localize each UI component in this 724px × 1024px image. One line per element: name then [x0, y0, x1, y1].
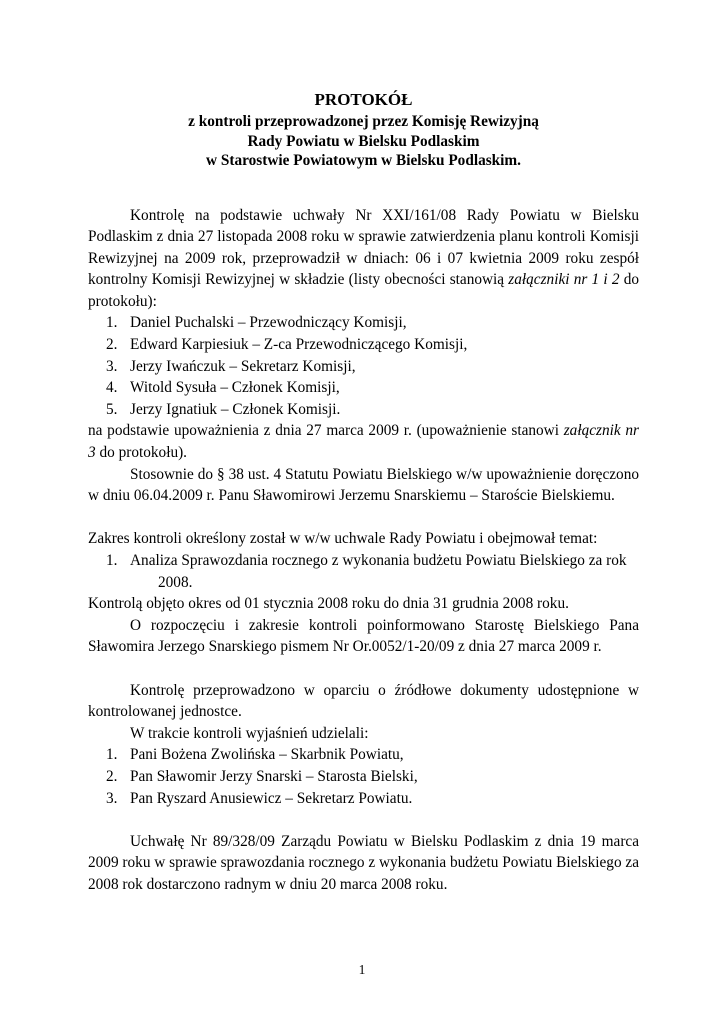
- list-text: Jerzy Ignatiuk – Członek Komisji.: [130, 400, 341, 418]
- list-item: [88, 766, 639, 788]
- sources-paragraph: Kontrolę przeprowadzono w oparciu o źródłowe dokumenty udostępnione w kontrolowanej jednostce.: [88, 681, 639, 721]
- authorization-text: na podstawie upoważnienia z dnia 27 marca 2009 r. (upoważnienie stanowi: [88, 422, 564, 440]
- title-block: [88, 88, 639, 171]
- list-item: [88, 550, 639, 593]
- list-text: Daniel Puchalski – Przewodniczący Komisji,: [130, 314, 407, 332]
- intro-attachment-ref: załączniki nr 1 i 2: [508, 271, 620, 289]
- list-number: 3.: [106, 789, 118, 807]
- list-text: Witold Sysuła – Członek Komisji,: [130, 379, 340, 397]
- list-number: 3.: [106, 357, 118, 375]
- list-number: 5.: [106, 400, 118, 418]
- statute-paragraph: Stosownie do § 38 ust. 4 Statutu Powiatu Bielskiego w/w upoważnienie doręczono w dniu 06.04.2009 r. Panu Sławomirowi Jerzemu Snarskiemu – Staroście Bielskiemu.: [88, 465, 639, 505]
- intro-text: Kontrolę na podstawie uchwały Nr XXI/161/08 Rady Powiatu w Bielsku Podlaskim z dnia 27 listopada 2008 roku w sprawie zatwierdzenia planu kontroli Komisji Rewizyjnej na 2009 rok, przeprowadził w dniach: 06 i 07 kwietnia 2009 roku zespół kontrolny Komisji Rewizyjnej w składzie (listy obecności stanowią: [88, 206, 639, 289]
- list-number: 2.: [106, 336, 118, 354]
- list-item: [88, 334, 639, 356]
- list-text: Pan Ryszard Anusiewicz – Sekretarz Powiatu.: [130, 789, 413, 807]
- authorization-paragraph: [88, 420, 639, 463]
- list-text: Edward Karpiesiuk – Z-ca Przewodniczącego Komisji,: [130, 336, 468, 354]
- explanations-intro: W trakcie kontroli wyjaśnień udzielali:: [130, 724, 369, 742]
- spacer: [88, 809, 639, 831]
- scope-intro-paragraph: Zakres kontroli określony został w w/w uchwale Rady Powiatu i obejmował temat:: [88, 530, 598, 548]
- list-item: [88, 744, 639, 766]
- list-number: 1.: [106, 314, 118, 332]
- members-list: [88, 312, 639, 420]
- scope-list: [88, 550, 639, 593]
- notification-paragraph: O rozpoczęciu i zakresie kontroli poinformowano Starostę Bielskiego Pana Sławomira Jerzego Snarskiego pismem Nr Or.0052/1-20/09 z dnia 27 marca 2009 r.: [88, 616, 639, 656]
- list-number: 1.: [106, 552, 118, 569]
- list-text: Pan Sławomir Jerzy Snarski – Starosta Bielski,: [130, 767, 418, 785]
- list-item: [88, 788, 639, 810]
- list-text: Analiza Sprawozdania rocznego z wykonania budżetu Powiatu Bielskiego za rok 2008.: [130, 552, 627, 591]
- spacer: [88, 658, 639, 680]
- list-number: 1.: [106, 746, 118, 764]
- list-item: [88, 312, 639, 334]
- list-item: [88, 399, 639, 421]
- explainers-list: [88, 744, 639, 809]
- intro-paragraph: [88, 205, 639, 313]
- authorization-text-end: do protokołu).: [95, 444, 188, 462]
- list-item: [88, 356, 639, 378]
- title-line-3: w Starostwie Powiatowym w Bielsku Podlaskim.: [205, 152, 521, 169]
- spacer: [88, 507, 639, 529]
- list-text: Jerzy Iwańczuk – Sekretarz Komisji,: [130, 357, 356, 375]
- list-text: Pani Bożena Zwolińska – Skarbnik Powiatu,: [130, 746, 404, 764]
- intro-text-end: do protokołu):: [88, 271, 639, 310]
- list-number: 4.: [106, 379, 118, 397]
- document-title: PROTOKÓŁ: [314, 90, 413, 109]
- list-number: 2.: [106, 767, 118, 785]
- period-paragraph: Kontrolą objęto okres od 01 stycznia 2008 roku do dnia 31 grudnia 2008 roku.: [88, 595, 569, 613]
- title-line-1: z kontroli przeprowadzonej przez Komisję Rewizyjną: [188, 113, 539, 130]
- page-number: 1: [358, 962, 366, 977]
- list-item: [88, 377, 639, 399]
- resolution-paragraph: Uchwałę Nr 89/328/09 Zarządu Powiatu w Bielsku Podlaskim z dnia 19 marca 2009 roku w sprawie sprawozdania rocznego z wykonania budżetu Powiatu Bielskiego za 2008 rok dostarczono radnym w dniu 20 marca 2008 roku.: [88, 832, 639, 893]
- authorization-attachment-ref: załącznik nr 3: [88, 422, 639, 462]
- title-line-2: Rady Powiatu w Bielsku Podlaskim: [247, 132, 480, 150]
- document-page: [88, 88, 639, 896]
